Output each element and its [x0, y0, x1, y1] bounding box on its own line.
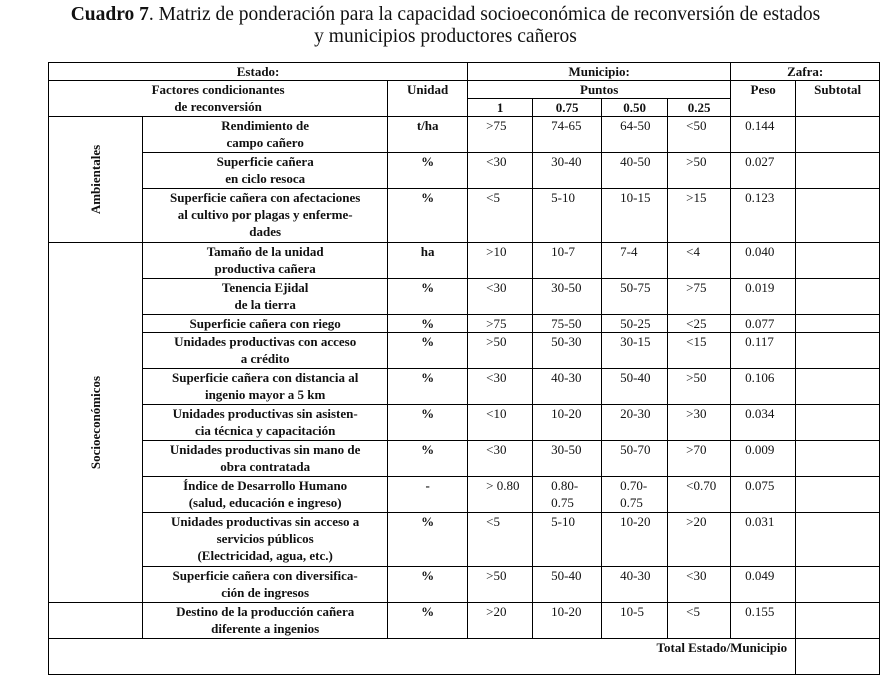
unidad-cell: % — [388, 513, 468, 567]
points-1-cell: <5 — [468, 189, 533, 243]
points-025-cell: <50 — [668, 117, 731, 153]
table-row — [49, 153, 880, 189]
peso-cell: 0.019 — [731, 279, 796, 315]
subtotal-cell — [796, 603, 880, 639]
factor-cell: Índice de Desarrollo Humano (salud, educación e ingreso) — [143, 477, 388, 513]
factor-cell: Superficie cañera con diversifica- ción de ingresos — [143, 567, 388, 603]
points-050-cell: 10-5 — [602, 603, 668, 639]
subtotal-cell — [796, 333, 880, 369]
peso-cell: 0.106 — [731, 369, 796, 405]
unidad-cell: % — [388, 603, 468, 639]
factor-cell: Superficie cañera con afectaciones al cultivo por plagas y enferme- dades — [143, 189, 388, 243]
points-1-cell: >75 — [468, 117, 533, 153]
points-075-cell: 0.80- 0.75 — [533, 477, 602, 513]
points-025-cell: >70 — [668, 441, 731, 477]
points-1-cell: >20 — [468, 603, 533, 639]
points-025-cell: <25 — [668, 315, 731, 333]
peso-cell: 0.117 — [731, 333, 796, 369]
peso-cell: 0.077 — [731, 315, 796, 333]
table-row — [49, 333, 880, 369]
unidad-cell: % — [388, 315, 468, 333]
municipio-header: Municipio: — [468, 63, 731, 81]
table-row — [49, 567, 880, 603]
points-075-cell: 10-20 — [533, 405, 602, 441]
points-025-cell: <15 — [668, 333, 731, 369]
unidad-cell: - — [388, 477, 468, 513]
subtotal-cell — [796, 243, 880, 279]
table-row — [49, 117, 880, 153]
points-050-cell: 64-50 — [602, 117, 668, 153]
points-075-cell: 30-50 — [533, 441, 602, 477]
points-050-cell: 10-15 — [602, 189, 668, 243]
points-1-cell: > 0.80 — [468, 477, 533, 513]
group-label: Socioeconómicos — [88, 375, 104, 470]
factor-cell: Superficie cañera con distancia al ingenio mayor a 5 km — [143, 369, 388, 405]
points-025-cell: >50 — [668, 153, 731, 189]
points-075-cell: 30-50 — [533, 279, 602, 315]
peso-cell: 0.009 — [731, 441, 796, 477]
factor-cell: Unidades productivas sin mano de obra contratada — [143, 441, 388, 477]
table-row — [49, 477, 880, 513]
points-050-header: 0.50 — [602, 99, 668, 117]
table-row — [49, 513, 880, 567]
group-socioeconomicos — [49, 243, 143, 603]
peso-cell: 0.123 — [731, 189, 796, 243]
table-row — [49, 189, 880, 243]
points-1-cell: <30 — [468, 153, 533, 189]
group-ambientales — [49, 117, 143, 243]
factor-cell: Unidades productivas con acceso a crédito — [143, 333, 388, 369]
unidad-header: Unidad — [388, 81, 468, 117]
points-075-cell: 50-30 — [533, 333, 602, 369]
points-050-cell: 50-75 — [602, 279, 668, 315]
points-075-cell: 74-65 — [533, 117, 602, 153]
factor-cell: Destino de la producción cañera diferente a ingenios — [143, 603, 388, 639]
points-075-cell: 75-50 — [533, 315, 602, 333]
peso-cell: 0.049 — [731, 567, 796, 603]
factor-cell: Tamaño de la unidad productiva cañera — [143, 243, 388, 279]
points-075-cell: 10-7 — [533, 243, 602, 279]
factor-cell: Rendimiento de campo cañero — [143, 117, 388, 153]
points-025-cell: >15 — [668, 189, 731, 243]
points-050-cell: 20-30 — [602, 405, 668, 441]
points-1-cell: <10 — [468, 405, 533, 441]
unidad-cell: % — [388, 441, 468, 477]
points-1-cell: >50 — [468, 567, 533, 603]
points-050-cell: 7-4 — [602, 243, 668, 279]
subtotal-cell — [796, 315, 880, 333]
unidad-cell: % — [388, 369, 468, 405]
points-075-cell: 10-20 — [533, 603, 602, 639]
unidad-cell: t/ha — [388, 117, 468, 153]
subtotal-cell — [796, 441, 880, 477]
table-row — [49, 441, 880, 477]
points-025-cell: <30 — [668, 567, 731, 603]
table-row — [49, 279, 880, 315]
subtotal-cell — [796, 153, 880, 189]
subtotal-cell — [796, 189, 880, 243]
peso-cell: 0.144 — [731, 117, 796, 153]
peso-cell: 0.034 — [731, 405, 796, 441]
peso-cell: 0.031 — [731, 513, 796, 567]
points-025-cell: <4 — [668, 243, 731, 279]
points-025-cell: >30 — [668, 405, 731, 441]
points-050-cell: 50-25 — [602, 315, 668, 333]
caption-number: Cuadro 7 — [70, 4, 149, 25]
points-075-cell: 5-10 — [533, 189, 602, 243]
group-other — [49, 603, 143, 639]
subtotal-cell — [796, 369, 880, 405]
points-025-cell: <0.70 — [668, 477, 731, 513]
factor-cell: Unidades productivas sin acceso a servicios públicos (Electricidad, agua, etc.) — [143, 513, 388, 567]
weighting-matrix-table — [48, 62, 880, 675]
factor-cell: Superficie cañera con riego — [143, 315, 388, 333]
points-050-cell: 10-20 — [602, 513, 668, 567]
subtotal-cell — [796, 117, 880, 153]
unidad-cell: % — [388, 405, 468, 441]
peso-cell: 0.155 — [731, 603, 796, 639]
unidad-cell: % — [388, 153, 468, 189]
table-caption — [0, 4, 891, 48]
subtotal-cell — [796, 405, 880, 441]
total-value-cell — [796, 639, 880, 675]
unidad-cell: ha — [388, 243, 468, 279]
factores-header: Factores condicionantes de reconversión — [49, 81, 388, 117]
factor-cell: Tenencia Ejidal de la tierra — [143, 279, 388, 315]
points-075-cell: 30-40 — [533, 153, 602, 189]
table-row — [49, 369, 880, 405]
points-050-cell: 30-15 — [602, 333, 668, 369]
points-1-cell: <30 — [468, 441, 533, 477]
subtotal-cell — [796, 513, 880, 567]
points-025-cell: >75 — [668, 279, 731, 315]
table-row — [49, 243, 880, 279]
points-025-header: 0.25 — [668, 99, 731, 117]
total-row — [49, 639, 880, 675]
group-label: Ambientales — [88, 144, 104, 215]
zafra-header: Zafra: — [731, 63, 880, 81]
puntos-header: Puntos — [468, 81, 731, 99]
subtotal-cell — [796, 477, 880, 513]
points-050-cell: 0.70- 0.75 — [602, 477, 668, 513]
factor-cell: Unidades productivas sin asisten- cia técnica y capacitación — [143, 405, 388, 441]
unidad-cell: % — [388, 567, 468, 603]
header-row-1 — [49, 63, 880, 81]
subtotal-cell — [796, 567, 880, 603]
header-row-2 — [49, 81, 880, 99]
points-1-cell: <30 — [468, 279, 533, 315]
unidad-cell: % — [388, 189, 468, 243]
table-row — [49, 315, 880, 333]
caption-text: . Matriz de ponderación para la capacidad socioeconómica de reconversión de estados y municipios productores cañeros — [148, 4, 821, 47]
subtotal-header: Subtotal — [796, 81, 880, 117]
points-1-cell: >50 — [468, 333, 533, 369]
points-050-cell: 40-50 — [602, 153, 668, 189]
points-025-cell: >20 — [668, 513, 731, 567]
unidad-cell: % — [388, 279, 468, 315]
points-1-cell: >10 — [468, 243, 533, 279]
peso-header: Peso — [731, 81, 796, 117]
subtotal-cell — [796, 279, 880, 315]
points-025-cell: <5 — [668, 603, 731, 639]
factor-cell: Superficie cañera en ciclo resoca — [143, 153, 388, 189]
table-row — [49, 603, 880, 639]
points-050-cell: 50-40 — [602, 369, 668, 405]
points-1-cell: >75 — [468, 315, 533, 333]
points-1-header: 1 — [468, 99, 533, 117]
points-1-cell: <30 — [468, 369, 533, 405]
points-050-cell: 50-70 — [602, 441, 668, 477]
peso-cell: 0.027 — [731, 153, 796, 189]
peso-cell: 0.075 — [731, 477, 796, 513]
points-050-cell: 40-30 — [602, 567, 668, 603]
points-075-header: 0.75 — [533, 99, 602, 117]
points-025-cell: >50 — [668, 369, 731, 405]
total-label: Total Estado/Municipio — [49, 639, 796, 675]
table-row — [49, 405, 880, 441]
peso-cell: 0.040 — [731, 243, 796, 279]
points-075-cell: 5-10 — [533, 513, 602, 567]
points-075-cell: 50-40 — [533, 567, 602, 603]
points-1-cell: <5 — [468, 513, 533, 567]
estado-header: Estado: — [49, 63, 468, 81]
unidad-cell: % — [388, 333, 468, 369]
points-075-cell: 40-30 — [533, 369, 602, 405]
